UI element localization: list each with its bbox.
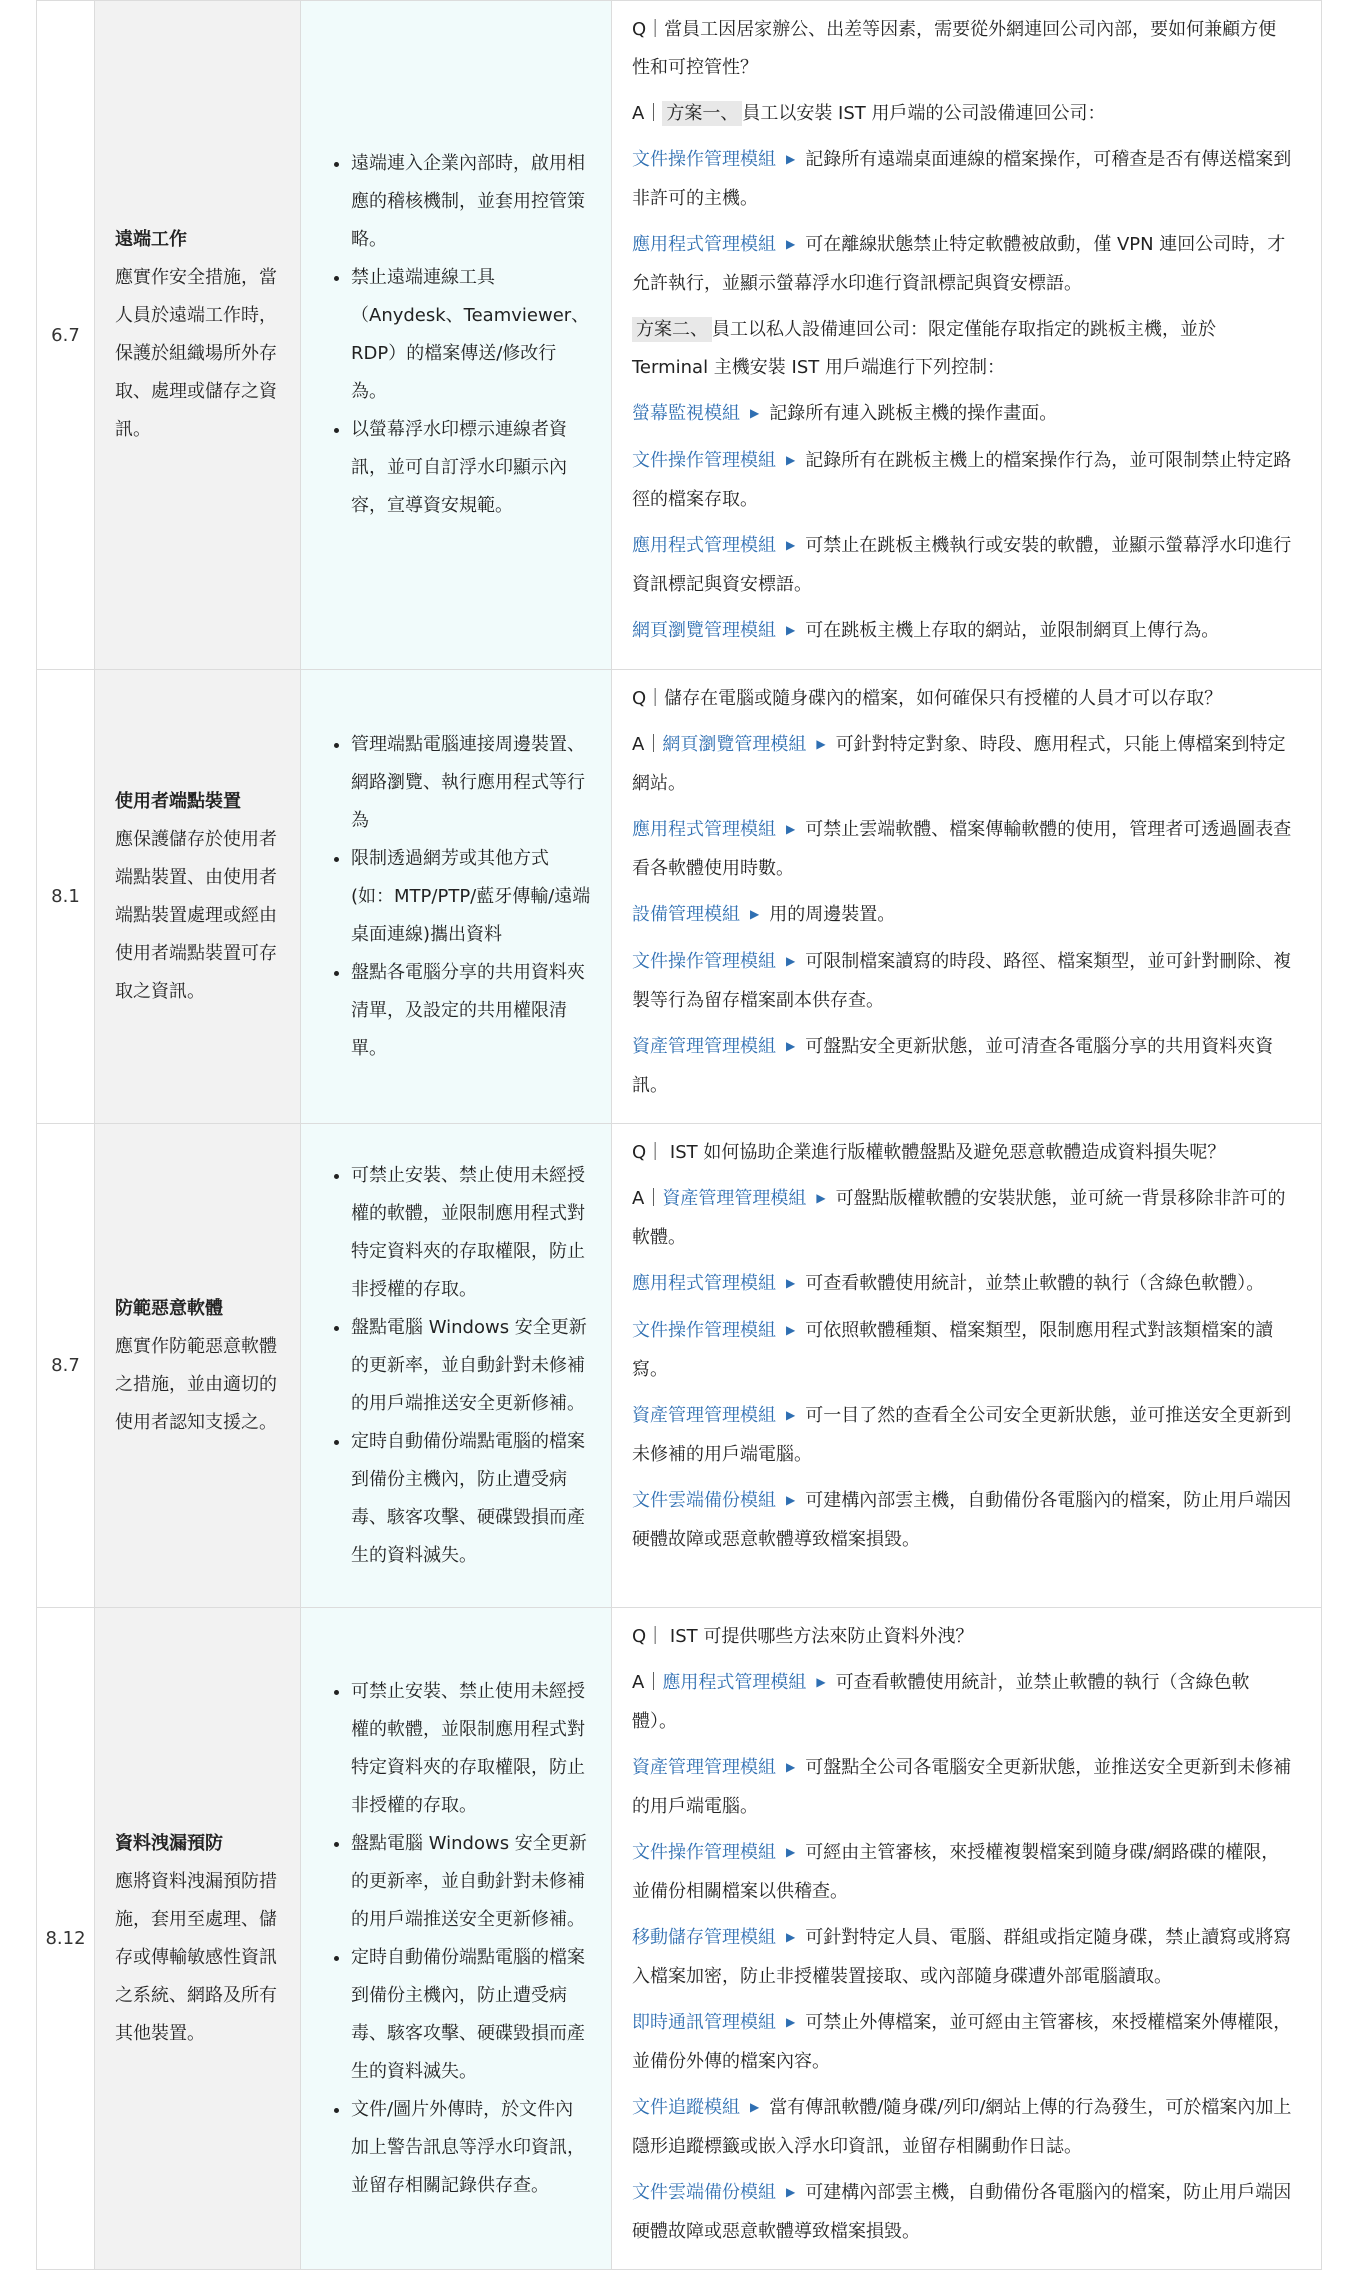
module-link[interactable]: 應用程式管理模組 [632, 535, 776, 556]
qa-cell [612, 1, 1322, 670]
arrow-icon: ▶ [786, 822, 796, 836]
measures-list [321, 726, 591, 1068]
module-line [632, 1919, 1293, 1996]
arrow-icon: ▶ [786, 1323, 796, 1337]
measure-item: • 遠端連入企業內部時，啟用相應的稽核機制，並套用控管策略。 [351, 145, 591, 259]
module-link[interactable]: 文件操作管理模組 [632, 450, 776, 471]
arrow-icon: ▶ [786, 2015, 796, 2029]
module-description: 記錄所有連入跳板主機的操作畫面。 [769, 403, 1058, 424]
module-line [632, 226, 1293, 303]
measures-list [321, 1157, 591, 1575]
compliance-table [36, 0, 1322, 2270]
module-description: 可禁止在跳板主機執行或安裝的軟體，並顯示螢幕浮水印進行資訊標記與資安標語。 [632, 535, 1292, 595]
measure-item: • 盤點電腦 Windows 安全更新的更新率，並自動針對未修補的用戶端推送安全更新修補。 [351, 1309, 591, 1423]
module-link[interactable]: 資產管理管理模組 [632, 1757, 776, 1778]
arrow-icon: ▶ [750, 907, 760, 921]
table-row [37, 1, 1322, 670]
module-line [632, 1834, 1293, 1911]
arrow-icon: ▶ [786, 237, 796, 251]
module-line [632, 1397, 1293, 1474]
question: Q｜ IST 如何協助企業進行版權軟體盤點及避免惡意軟體造成資料損失呢？ [632, 1142, 1226, 1163]
arrow-icon: ▶ [786, 2185, 796, 2199]
arrow-icon: ▶ [786, 453, 796, 467]
module-line [632, 811, 1293, 888]
module-line [632, 1312, 1293, 1389]
question: Q｜當員工因居家辦公、出差等因素，需要從外網連回公司內部，要如何兼顧方便性和可控管性？ [632, 19, 1277, 78]
document [36, 0, 1321, 2270]
table-row [37, 1124, 1322, 1608]
measure-item: • 限制透過網芳或其他方式(如：MTP/PTP/藍牙傳輸/遠端桌面連線)攜出資料 [351, 840, 591, 954]
module-description: 記錄所有在跳板主機上的檔案操作行為，並可限制禁止特定路徑的檔案存取。 [632, 450, 1292, 510]
module-link[interactable]: 移動儲存管理模組 [632, 1927, 776, 1948]
arrow-icon: ▶ [786, 1493, 796, 1507]
module-line [632, 2174, 1293, 2251]
module-link[interactable]: 資產管理管理模組 [662, 1188, 807, 1209]
module-description: 用的周邊裝置。 [769, 904, 896, 925]
answer-prefix: A｜ [632, 734, 663, 755]
module-link[interactable]: 文件操作管理模組 [632, 1320, 776, 1341]
module-description: 可禁止外傳檔案，並可經由主管審核，來授權檔案外傳權限，並備份外傳的檔案內容。 [632, 2012, 1292, 2072]
measure-item: • 可禁止安裝、禁止使用未經授權的軟體，並限制應用程式對特定資料夾的存取權限，防止非授權的存取。 [351, 1157, 591, 1309]
module-description: 可在離線狀態禁止特定軟體被啟動，僅 VPN 連回公司時，才允許執行，並顯示螢幕浮水印進行資訊標記與資安標語。 [632, 234, 1286, 294]
answer-line [632, 1180, 1293, 1257]
module-line [632, 1482, 1293, 1559]
arrow-icon: ▶ [786, 1276, 796, 1290]
answer-prefix: A｜ [632, 1672, 663, 1693]
answer-prefix: A｜ [632, 103, 663, 124]
module-description: 可限制檔案讀寫的時段、路徑、檔案類型，並可針對刪除、複製等行為留存檔案副本供存查。 [632, 951, 1292, 1011]
module-line [632, 2089, 1293, 2166]
module-link[interactable]: 文件操作管理模組 [632, 951, 776, 972]
module-description: 可依照軟體種類、檔案類型，限制應用程式對該類檔案的讀寫。 [632, 1320, 1274, 1380]
arrow-icon: ▶ [786, 954, 796, 968]
control-title-cell [95, 1, 301, 670]
module-line [632, 395, 1293, 434]
question: Q｜ IST 可提供哪些方法來防止資料外洩？ [632, 1626, 974, 1647]
module-link[interactable]: 文件雲端備份模組 [632, 2182, 776, 2203]
control-description: 應實作防範惡意軟體之措施，並由適切的使用者認知支援之。 [115, 1335, 277, 1433]
control-title: 遠端工作 [115, 229, 187, 250]
module-description: 記錄所有遠端桌面連線的檔案操作，可稽查是否有傳送檔案到非許可的主機。 [632, 149, 1292, 209]
measures-list [321, 145, 591, 525]
answer-line [632, 726, 1293, 803]
module-link[interactable]: 網頁瀏覽管理模組 [662, 734, 807, 755]
arrow-icon: ▶ [786, 152, 796, 166]
module-description: 可建構內部雲主機，自動備份各電腦內的檔案，防止用戶端因硬體故障或惡意軟體導致檔案損毀。 [632, 1490, 1292, 1550]
module-link[interactable]: 應用程式管理模組 [632, 1273, 776, 1294]
qa-cell [612, 1124, 1322, 1608]
arrow-icon: ▶ [750, 406, 760, 420]
answer-prefix: A｜ [632, 1188, 663, 1209]
table-row [37, 670, 1322, 1124]
module-line [632, 612, 1293, 651]
module-link[interactable]: 資產管理管理模組 [632, 1036, 776, 1057]
module-link[interactable]: 應用程式管理模組 [662, 1672, 807, 1693]
measure-item: • 定時自動備份端點電腦的檔案到備份主機內，防止遭受病毒、駭客攻擊、硬碟毀損而產生的資料滅失。 [351, 1939, 591, 2091]
measure-item: • 文件/圖片外傳時，於文件內加上警告訊息等浮水印資訊，並留存相關記錄供存查。 [351, 2091, 591, 2205]
module-link[interactable]: 應用程式管理模組 [632, 819, 776, 840]
control-description: 應保護儲存於使用者端點裝置、由使用者端點裝置處理或經由使用者端點裝置可存取之資訊。 [115, 828, 277, 1002]
control-title-cell [95, 1608, 301, 2270]
plan-label: 方案二、 [632, 317, 712, 342]
answer-line [632, 95, 1293, 133]
arrow-icon: ▶ [816, 737, 826, 751]
arrow-icon: ▶ [786, 1039, 796, 1053]
module-link[interactable]: 文件操作管理模組 [632, 1842, 776, 1863]
control-description: 應實作安全措施，當人員於遠端工作時，保護於組織場所外存取、處理或儲存之資訊。 [115, 267, 277, 440]
measures-cell [301, 1608, 612, 2270]
module-link[interactable]: 設備管理模組 [632, 904, 740, 925]
control-number: 8.1 [37, 670, 95, 1124]
plan-label: 方案一、 [662, 101, 742, 126]
measure-item: • 可禁止安裝、禁止使用未經授權的軟體，並限制應用程式對特定資料夾的存取權限，防止非授權的存取。 [351, 1673, 591, 1825]
module-link[interactable]: 即時通訊管理模組 [632, 2012, 776, 2033]
table-row [37, 1608, 1322, 2270]
control-description: 應將資料洩漏預防措施，套用至處理、儲存或傳輸敏感性資訊之系統、網路及所有其他裝置。 [115, 1870, 277, 2044]
module-description: 可在跳板主機上存取的網站，並限制網頁上傳行為。 [805, 620, 1220, 641]
module-link[interactable]: 螢幕監視模組 [632, 403, 740, 424]
module-description: 可一目了然的查看全公司安全更新狀態，並可推送安全更新到未修補的用戶端電腦。 [632, 1405, 1292, 1465]
plan2-line [632, 311, 1293, 387]
module-line [632, 943, 1293, 1020]
module-line [632, 527, 1293, 604]
module-description: 可盤點全公司各電腦安全更新狀態，並推送安全更新到未修補的用戶端電腦。 [632, 1757, 1292, 1817]
module-link[interactable]: 網頁瀏覽管理模組 [632, 620, 776, 641]
module-link[interactable]: 文件追蹤模組 [632, 2097, 740, 2118]
arrow-icon: ▶ [816, 1191, 826, 1205]
module-line [632, 2004, 1293, 2081]
control-title-cell [95, 670, 301, 1124]
module-line [632, 1028, 1293, 1105]
measures-cell [301, 1, 612, 670]
plan-description: 員工以安裝 IST 用戶端的公司設備連回公司： [742, 103, 1106, 124]
arrow-icon: ▶ [750, 2100, 760, 2114]
module-link[interactable]: 文件雲端備份模組 [632, 1490, 776, 1511]
module-line [632, 1749, 1293, 1826]
module-description: 可禁止雲端軟體、檔案傳輸軟體的使用，管理者可透過圖表查看各軟體使用時數。 [632, 819, 1292, 879]
module-description: 可查看軟體使用統計，並禁止軟體的執行（含綠色軟體）。 [632, 1672, 1250, 1732]
answer-line [632, 1664, 1293, 1741]
arrow-icon: ▶ [816, 1675, 826, 1689]
question: Q｜儲存在電腦或隨身碟內的檔案，如何確保只有授權的人員才可以存取？ [632, 688, 1223, 709]
module-line [632, 1265, 1293, 1304]
measure-item: • 管理端點電腦連接周邊裝置、網路瀏覽、執行應用程式等行為 [351, 726, 591, 840]
measures-cell [301, 1124, 612, 1608]
module-description: 可針對特定人員、電腦、群組或指定隨身碟，禁止讀寫或將寫入檔案加密，防止非授權裝置接取、或內部隨身碟遭外部電腦讀取。 [632, 1927, 1292, 1987]
module-description: 當有傳訊軟體/隨身碟/列印/網站上傳的行為發生，可於檔案內加上隱形追蹤標籤或嵌入浮水印資訊，並留存相關動作日誌。 [632, 2097, 1292, 2157]
measure-item: • 以螢幕浮水印標示連線者資訊，並可自訂浮水印顯示內容，宣導資安規範。 [351, 411, 591, 525]
module-link[interactable]: 資產管理管理模組 [632, 1405, 776, 1426]
arrow-icon: ▶ [786, 1760, 796, 1774]
arrow-icon: ▶ [786, 1930, 796, 1944]
arrow-icon: ▶ [786, 1845, 796, 1859]
control-title: 防範惡意軟體 [115, 1297, 223, 1319]
module-line [632, 141, 1293, 218]
module-description: 可查看軟體使用統計，並禁止軟體的執行（含綠色軟體）。 [805, 1273, 1265, 1294]
control-title-cell [95, 1124, 301, 1608]
measures-list [321, 1673, 591, 2205]
control-number: 8.12 [37, 1608, 95, 2270]
module-line [632, 896, 1293, 935]
module-description: 可建構內部雲主機，自動備份各電腦內的檔案，防止用戶端因硬體故障或惡意軟體導致檔案損毀。 [632, 2182, 1292, 2242]
measure-item: • 禁止遠端連線工具（Anydesk、Teamviewer、RDP）的檔案傳送/修改行為。 [351, 259, 591, 411]
arrow-icon: ▶ [786, 1408, 796, 1422]
module-description: 可針對特定對象、時段、應用程式，只能上傳檔案到特定網站。 [632, 734, 1286, 794]
arrow-icon: ▶ [786, 538, 796, 552]
module-description: 可盤點安全更新狀態，並可清查各電腦分享的共用資料夾資訊。 [632, 1036, 1274, 1096]
qa-cell [612, 670, 1322, 1124]
module-link[interactable]: 文件操作管理模組 [632, 149, 776, 170]
measures-cell [301, 670, 612, 1124]
control-number: 6.7 [37, 1, 95, 670]
module-link[interactable]: 應用程式管理模組 [632, 234, 776, 255]
arrow-icon: ▶ [786, 623, 796, 637]
qa-cell [612, 1608, 1322, 2270]
control-title: 使用者端點裝置 [115, 790, 241, 812]
module-line [632, 442, 1293, 519]
plan-description: 員工以私人設備連回公司：限定僅能存取指定的跳板主機，並於 Terminal 主機安裝 IST 用戶端進行下列控制： [632, 319, 1216, 378]
control-number: 8.7 [37, 1124, 95, 1608]
module-description: 可盤點版權軟體的安裝狀態，並可統一背景移除非許可的軟體。 [632, 1188, 1286, 1248]
measure-item: • 定時自動備份端點電腦的檔案到備份主機內，防止遭受病毒、駭客攻擊、硬碟毀損而產生的資料滅失。 [351, 1423, 591, 1575]
module-description: 可經由主管審核，來授權複製檔案到隨身碟/網路碟的權限，並備份相關檔案以供稽查。 [632, 1842, 1280, 1902]
measure-item: • 盤點電腦 Windows 安全更新的更新率，並自動針對未修補的用戶端推送安全更新修補。 [351, 1825, 591, 1939]
measure-item: • 盤點各電腦分享的共用資料夾清單，及設定的共用權限清單。 [351, 954, 591, 1068]
control-title: 資料洩漏預防 [115, 1832, 223, 1854]
